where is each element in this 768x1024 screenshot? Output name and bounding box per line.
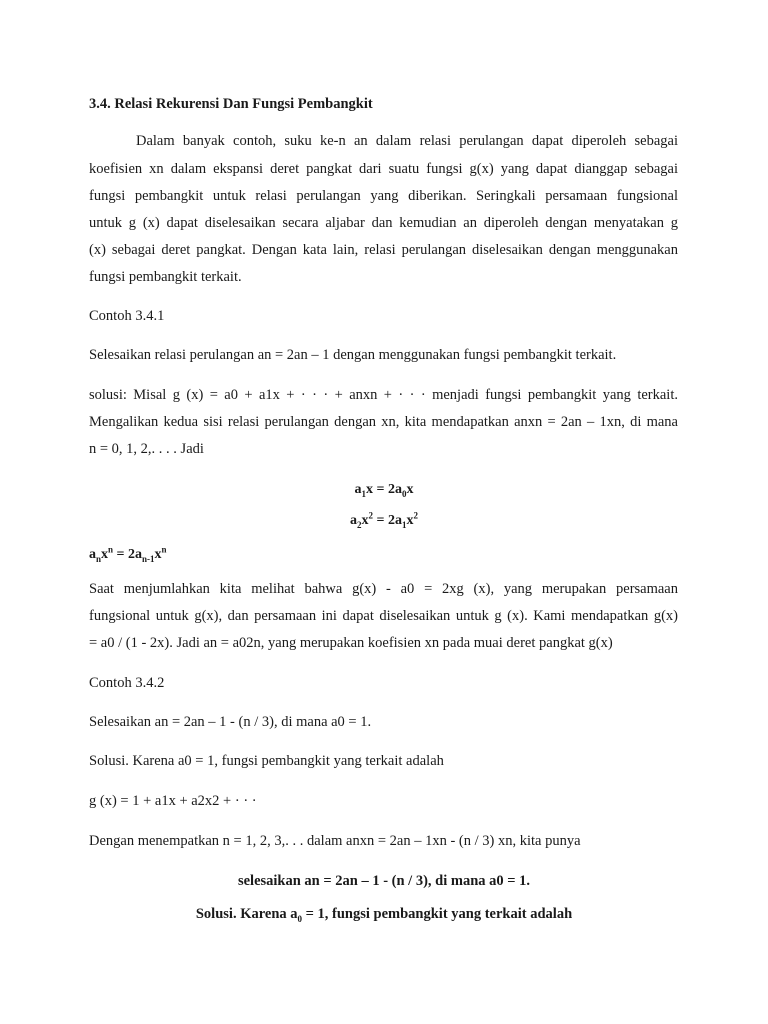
example-title: Contoh 3.4.1	[89, 308, 165, 324]
generating-series: g (x) = 1 + a1x + a2x2 + · · ·	[89, 793, 257, 809]
substitution-step: Dengan menempatkan n = 1, 2, 3,. . . dalam anxn = 2an – 1xn - (n / 3) xn, kita punya	[89, 833, 581, 849]
intro-line: (x) sebagai deret pangkat. Dengan kata lain, relasi perulangan diselesaikan dengan menggunakan	[89, 242, 678, 258]
conclusion-line: fungsional untuk g(x), dan persamaan ini dapat diselesaikan untuk g (x). Kami mendapatkan g(x)	[89, 608, 678, 624]
conclusion-line: Saat menjumlahkan kita melihat bahwa g(x) - a0 = 2xg (x), yang merupakan persamaan	[89, 581, 678, 597]
example-problem: Selesaikan an = 2an – 1 - (n / 3), di mana a0 = 1.	[89, 714, 372, 730]
example-title: Contoh 3.4.2	[89, 675, 165, 691]
bold-solution: Solusi. Karena $a_0 = 1$, fungsi pembangkit yang terkait adalah	[195, 906, 573, 924]
intro-line: koefisien xn dalam ekspansi deret pangkat dari suatu fungsi g(x) yang dapat dianggap sebagai	[89, 161, 678, 177]
solution-line: n = 0, 1, 2,. . . . Jadi	[89, 441, 204, 457]
bold-problem: selesaikan an = 2an – 1 - (n / 3), di mana a0 = 1.	[237, 873, 531, 889]
intro-line: fungsi pembangkit terkait.	[89, 269, 242, 285]
solution-line: solusi: Misal g (x) = a0 + a1x + · · · + anxn + · · · menjadi fungsi pembangkit yang terkait.	[89, 387, 678, 403]
conclusion-line: = a0 / (1 - 2x). Jadi an = a02n, yang merupakan koefisien xn pada muai deret pangkat g(x)	[89, 635, 613, 651]
solution-line: Solusi. Karena a0 = 1, fungsi pembangkit yang terkait adalah	[89, 753, 444, 769]
intro-line: untuk g (x) dapat diselesaikan secara aljabar dan kemudian an diperoleh dengan menyatakan g	[89, 215, 678, 231]
equation-1: $a_1x = 2a_0x$	[354, 482, 414, 499]
equation-2: $a_2x^2 = 2a_1x^2$	[350, 510, 418, 530]
solution-line: Mengalikan kedua sisi relasi perulangan dengan xn, kita mendapatkan anxn = 2an – 1xn, di mana	[89, 414, 678, 430]
equation-3: $a_nx^n = 2a_{n-1}x^n$	[89, 544, 167, 564]
intro-line: fungsi pembangkit untuk relasi perulangan yang diberikan. Seringkali persamaan fungsional	[89, 188, 678, 204]
section-heading: 3.4. Relasi Rekurensi Dan Fungsi Pembangkit	[89, 96, 373, 112]
example-problem: Selesaikan relasi perulangan an = 2an – 1 dengan menggunakan fungsi pembangkit terkait.	[89, 347, 617, 363]
intro-line: Dalam banyak contoh, suku ke-n an dalam relasi perulangan dapat diperoleh sebagai	[136, 133, 678, 149]
